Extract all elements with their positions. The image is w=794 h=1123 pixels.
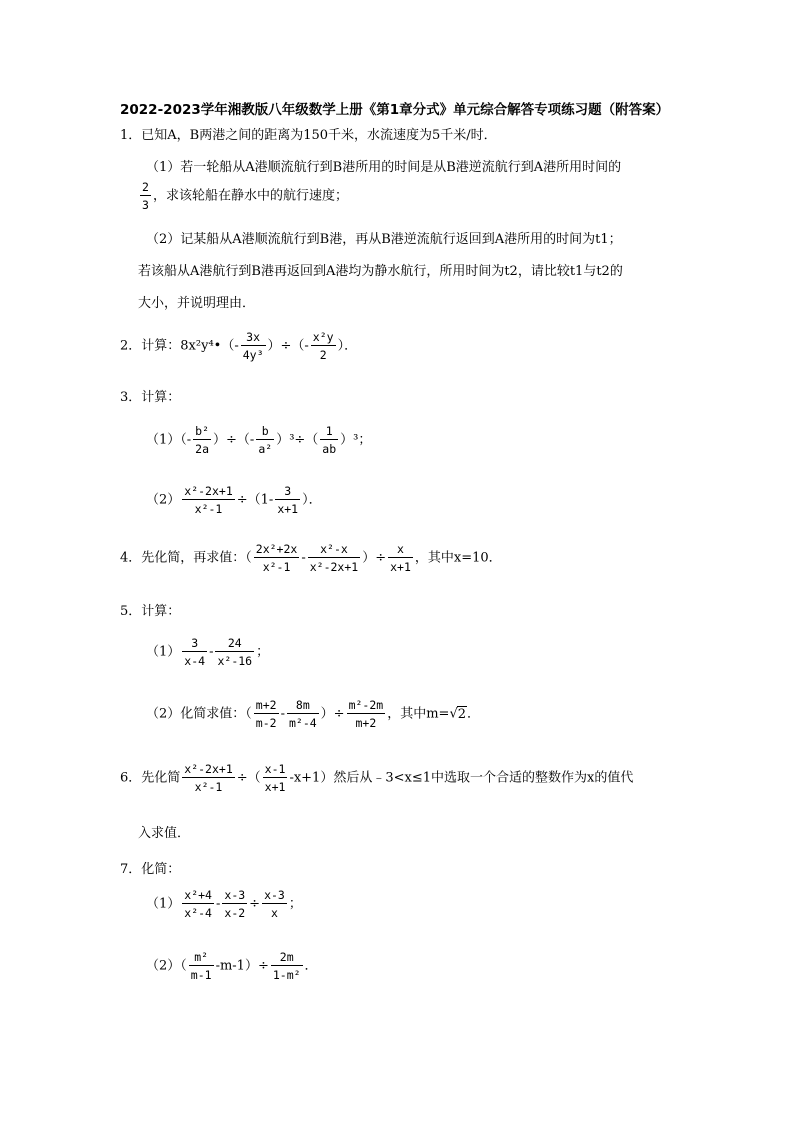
q3-label: 3．计算： [120, 390, 181, 405]
q5-part2: （2）化简求值：（ $\frac{m+2}{m-2}$ - $\frac{8m}{\text{m²-4}}$ ）÷ $\frac{\text{m²-2m}}{m+2}$ ，其中m=√2． [146, 698, 481, 730]
q7-label: 7．化简： [120, 862, 181, 877]
q3-part1: （1）（- $\frac{\text{b²}}{2a}$ ）÷（- $\frac{b}{\text{a²}}$ ）³÷（ $\frac{1}{ab}$ ）³； [146, 424, 372, 456]
q1-part2-line2: 若该船从A港航行到B港再返回到A港均为静水航行，所用时间为t2，请比较t1与t2的 [138, 264, 623, 279]
q6-line1: 6．先化简 $\frac{\text{x²-2x+1}}{\text{x²-1}}$ ÷（ $\frac{x-1}{x+1}$ -x+1）然后从﹣3<x≤1中选取一个合适的整数作为x的值代 [120, 762, 634, 794]
q1-part1-line1: （1）若一轮船从A港顺流航行到B港所用的时间是从B港逆流航行到A港所用时间的 [146, 160, 622, 175]
q2-expression: 2．计算：8x²y⁴•（- $\frac{3x}{\text{4y³}}$ ）÷（- $\frac{\text{x²y}}{2}$ ）． [120, 330, 358, 362]
q5-part1: （1） $\frac{3}{x-4}$ - $\frac{24}{\text{x²-16}}$ ； [146, 636, 270, 668]
q7-part1: （1） $\frac{\text{x²+4}}{\text{x²-4}}$ - $\frac{x-3}{x-2}$ ÷ $\frac{x-3}{x}$ ； [146, 888, 302, 920]
q1-part2-line3: 大小，并说明理由． [138, 296, 256, 311]
q5-label: 5．计算： [120, 604, 181, 619]
q7-part2: （2）（ $\frac{\text{m²}}{m-1}$ -m-1）÷ $\frac{2m}{\text{1-m²}}$ ． [146, 950, 318, 982]
q4-expression: 4．先化简，再求值：（ $\frac{\text{2x²+2x}}{\text{x²-1}}$ - $\frac{\text{x²-x}}{\text{x²-2x+1}}$ ）÷ $\frac{x}{x+1}$ ，其中x=10． [120, 542, 502, 574]
q1-intro: 1．已知A，B两港之间的距离为150千米，水流速度为5千米/时． [120, 128, 497, 143]
page-title: 2022-2023学年湘教版八年级数学上册《第1章分式》单元综合解答专项练习题（附答案） [120, 102, 670, 118]
q6-line2: 入求值． [138, 826, 191, 841]
fraction: $\frac{2}{3}$ [142, 180, 149, 212]
sqrt-value: 2 [457, 706, 467, 722]
q3-part2: （2） $\frac{\text{x²-2x+1}}{\text{x²-1}}$ ÷（1- $\frac{3}{x+1}$ ）． [146, 484, 322, 516]
q1-part2-line1: （2）记某船从A港顺流航行到B港，再从B港逆流航行返回到A港所用的时间为t1； [146, 232, 622, 247]
q1-part1-line2: $\frac{2}{3}$ ，求该轮船在静水中的航行速度； [142, 180, 348, 212]
